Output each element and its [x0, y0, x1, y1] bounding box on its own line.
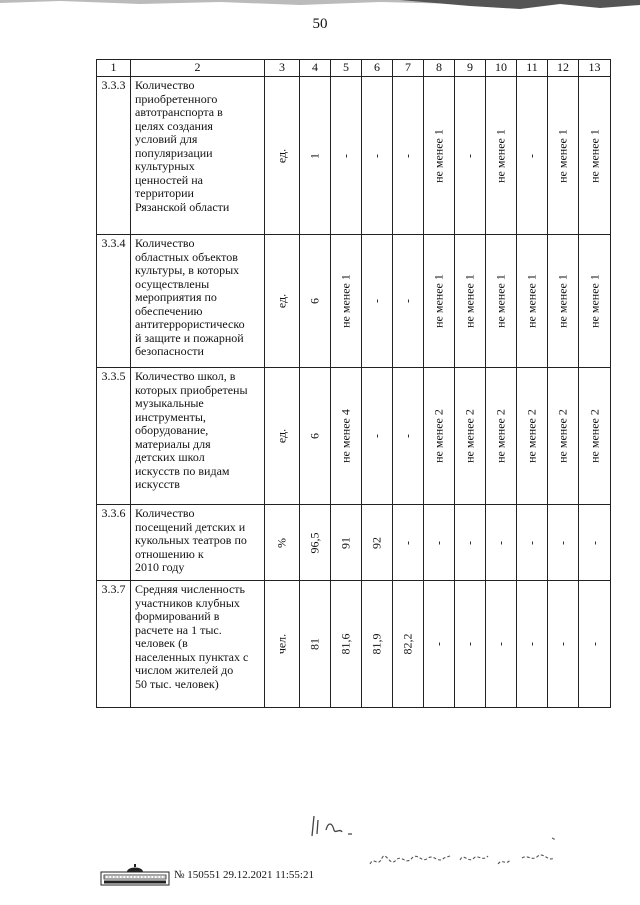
- column-header: 10: [486, 60, 517, 77]
- table-row: [97, 368, 611, 505]
- value-cell: -: [548, 505, 579, 581]
- value-cell: -: [517, 505, 548, 581]
- value-cell: не менее 1: [331, 235, 362, 368]
- value-cell: 91: [331, 505, 362, 581]
- value-cell: 6: [300, 235, 331, 368]
- column-header: 4: [300, 60, 331, 77]
- value-cell: не менее 1: [579, 235, 611, 368]
- table-row: [97, 235, 611, 368]
- column-header: 5: [331, 60, 362, 77]
- value-cell: не менее 1: [424, 235, 455, 368]
- value-cell: -: [393, 235, 424, 368]
- scan-edge-artifact: [0, 0, 640, 14]
- value-cell: не менее 1: [548, 77, 579, 235]
- document-number: № 150551 29.12.2021 11:55:21: [174, 869, 314, 881]
- row-description: Количество школ, в которых приобретены музыкальные инструменты, оборудование, материалы для детских школ искусств по видам искусств: [131, 368, 265, 505]
- row-number: 3.3.3: [97, 77, 131, 235]
- header-row: [97, 60, 611, 77]
- value-cell: -: [548, 581, 579, 708]
- value-cell: не менее 2: [579, 368, 611, 505]
- value-cell: не менее 1: [579, 77, 611, 235]
- signature: [362, 828, 592, 878]
- column-header: 3: [265, 60, 300, 77]
- value-cell: -: [455, 505, 486, 581]
- value-cell: не менее 1: [455, 235, 486, 368]
- value-cell: 81: [300, 581, 331, 708]
- value-cell: 92: [362, 505, 393, 581]
- table-row: [97, 505, 611, 581]
- value-cell: -: [393, 368, 424, 505]
- row-description: Количество областных объектов культуры, в которых осуществлены мероприятия по обеспечению антитеррористическо й защите и пожарной безопасности: [131, 235, 265, 368]
- value-cell: -: [517, 77, 548, 235]
- unit-cell: ед.: [265, 368, 300, 505]
- value-cell: 82,2: [393, 581, 424, 708]
- value-cell: не менее 1: [486, 77, 517, 235]
- value-cell: -: [579, 581, 611, 708]
- value-cell: 1: [300, 77, 331, 235]
- unit-cell: чел.: [265, 581, 300, 708]
- value-cell: не менее 2: [455, 368, 486, 505]
- value-cell: не менее 1: [424, 77, 455, 235]
- value-cell: -: [362, 77, 393, 235]
- value-cell: -: [517, 581, 548, 708]
- column-header: 9: [455, 60, 486, 77]
- value-cell: -: [455, 77, 486, 235]
- value-cell: не менее 1: [517, 235, 548, 368]
- value-cell: -: [424, 581, 455, 708]
- row-number: 3.3.4: [97, 235, 131, 368]
- column-header: 7: [393, 60, 424, 77]
- row-number: 3.3.6: [97, 505, 131, 581]
- value-cell: 81,9: [362, 581, 393, 708]
- unit-cell: %: [265, 505, 300, 581]
- value-cell: -: [331, 77, 362, 235]
- value-cell: не менее 2: [517, 368, 548, 505]
- column-header: 2: [131, 60, 265, 77]
- column-header: 8: [424, 60, 455, 77]
- value-cell: -: [362, 235, 393, 368]
- value-cell: не менее 2: [486, 368, 517, 505]
- unit-cell: ед.: [265, 235, 300, 368]
- indicators-table: [96, 59, 611, 708]
- value-cell: 6: [300, 368, 331, 505]
- row-number: 3.3.7: [97, 581, 131, 708]
- row-number: 3.3.5: [97, 368, 131, 505]
- value-cell: -: [393, 77, 424, 235]
- column-header: 1: [97, 60, 131, 77]
- registry-stamp-icon: [100, 864, 170, 886]
- table-row: [97, 581, 611, 708]
- handwritten-mark: [308, 812, 368, 842]
- unit-cell: ед.: [265, 77, 300, 235]
- value-cell: не менее 2: [424, 368, 455, 505]
- value-cell: -: [393, 505, 424, 581]
- value-cell: не менее 1: [548, 235, 579, 368]
- value-cell: -: [579, 505, 611, 581]
- value-cell: -: [455, 581, 486, 708]
- value-cell: не менее 4: [331, 368, 362, 505]
- column-header: 6: [362, 60, 393, 77]
- row-description: Средняя численность участников клубных формирований в расчете на 1 тыс. человек (в населенных пунктах с числом жителей до 50 тыс. человек): [131, 581, 265, 708]
- column-header: 11: [517, 60, 548, 77]
- row-description: Количество посещений детских и кукольных театров по отношению к 2010 году: [131, 505, 265, 581]
- value-cell: -: [362, 368, 393, 505]
- table-row: [97, 77, 611, 235]
- column-header: 13: [579, 60, 611, 77]
- column-header: 12: [548, 60, 579, 77]
- value-cell: -: [424, 505, 455, 581]
- row-description: Количество приобретенного автотранспорта в целях создания условий для популяризации культурных ценностей на территории Рязанской области: [131, 77, 265, 235]
- value-cell: -: [486, 581, 517, 708]
- page-number: 50: [312, 16, 328, 32]
- value-cell: не менее 1: [486, 235, 517, 368]
- value-cell: 81,6: [331, 581, 362, 708]
- value-cell: не менее 2: [548, 368, 579, 505]
- value-cell: 96,5: [300, 505, 331, 581]
- value-cell: -: [486, 505, 517, 581]
